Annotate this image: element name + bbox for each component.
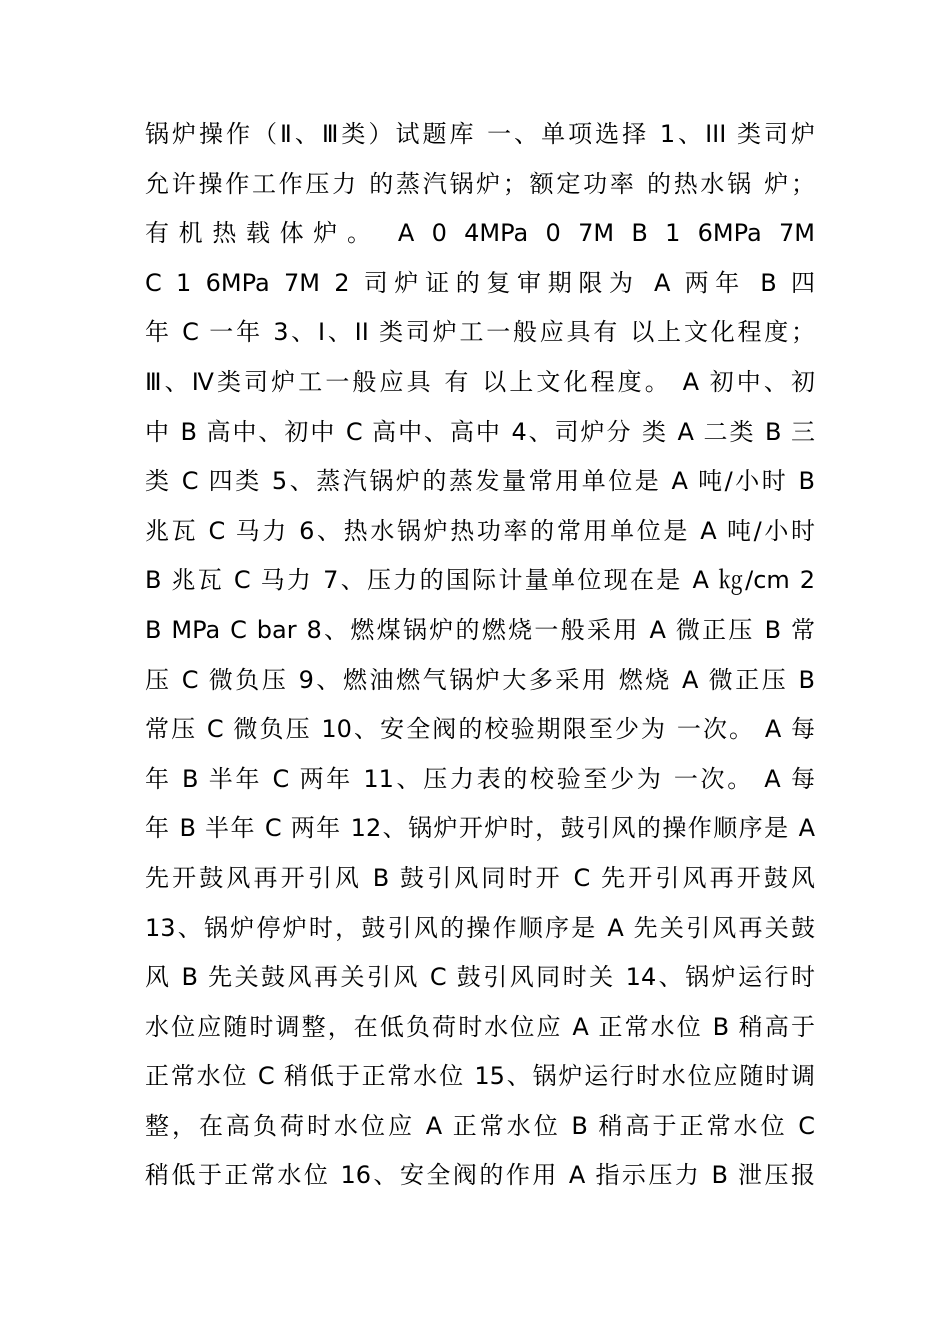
exam-question-text [145,114,815,1205]
text-line: 常压 C 微负压 10、安全阀的校验期限至少为 一次。 A 每 [145,715,815,744]
text-line: 允许操作工作压力 的蒸汽锅炉；额定功率 的热水锅 炉； [145,169,815,198]
text-line: 压 C 微负压 9、燃油燃气锅炉大多采用 燃烧 A 微正压 B [145,665,815,694]
text-line: 先开鼓风再开引风 B 鼓引风同时开 C 先开引风再开鼓风 [145,863,815,892]
text-line: B MPa C bar 8、燃煤锅炉的燃烧一般采用 A 微正压 B 常 [145,615,815,644]
text-line: 稍低于正常水位 16、安全阀的作用 A 指示压力 B 泄压报 [145,1161,815,1190]
text-line: 整，在高负荷时水位应 A 正常水位 B 稍高于正常水位 C [145,1111,815,1140]
text-line: 有机热载体炉。 A 0 4MPa 0 7M B 1 6MPa 7M [145,219,815,248]
text-line: Ⅲ、Ⅳ类司炉工一般应具 有 以上文化程度。 A 初中、初 [145,367,815,396]
text-line: C 1 6MPa 7M 2 司炉证的复审期限为 A 两年 B 四 [145,268,815,297]
text-line: 年 B 半年 C 两年 12、锅炉开炉时，鼓引风的操作顺序是 A [145,814,815,843]
text-line: 风 B 先关鼓风再关引风 C 鼓引风同时关 14、锅炉运行时 [145,963,815,992]
text-line: 正常水位 C 稍低于正常水位 15、锅炉运行时水位应随时调 [145,1062,815,1091]
text-line: 年 B 半年 C 两年 11、压力表的校验至少为 一次。 A 每 [145,764,815,793]
text-line: B 兆瓦 C 马力 7、压力的国际计量单位现在是 A ㎏/cm 2 [145,566,815,595]
text-line: 锅炉操作（Ⅱ、Ⅲ类）试题库 一、单项选择 1、III 类司炉 [145,120,815,148]
text-line: 年 C 一年 3、I、II 类司炉工一般应具有 以上文化程度； [145,318,815,347]
text-line: 类 C 四类 5、蒸汽锅炉的蒸发量常用单位是 A 吨/小时 B [145,467,815,496]
text-line: 水位应随时调整，在低负荷时水位应 A 正常水位 B 稍高于 [145,1012,815,1041]
text-line: 13、锅炉停炉时，鼓引风的操作顺序是 A 先关引风再关鼓 [145,913,815,942]
text-line: 兆瓦 C 马力 6、热水锅炉热功率的常用单位是 A 吨/小时 [145,516,815,545]
text-line: 中 B 高中、初中 C 高中、高中 4、司炉分 类 A 二类 B 三 [145,417,815,446]
